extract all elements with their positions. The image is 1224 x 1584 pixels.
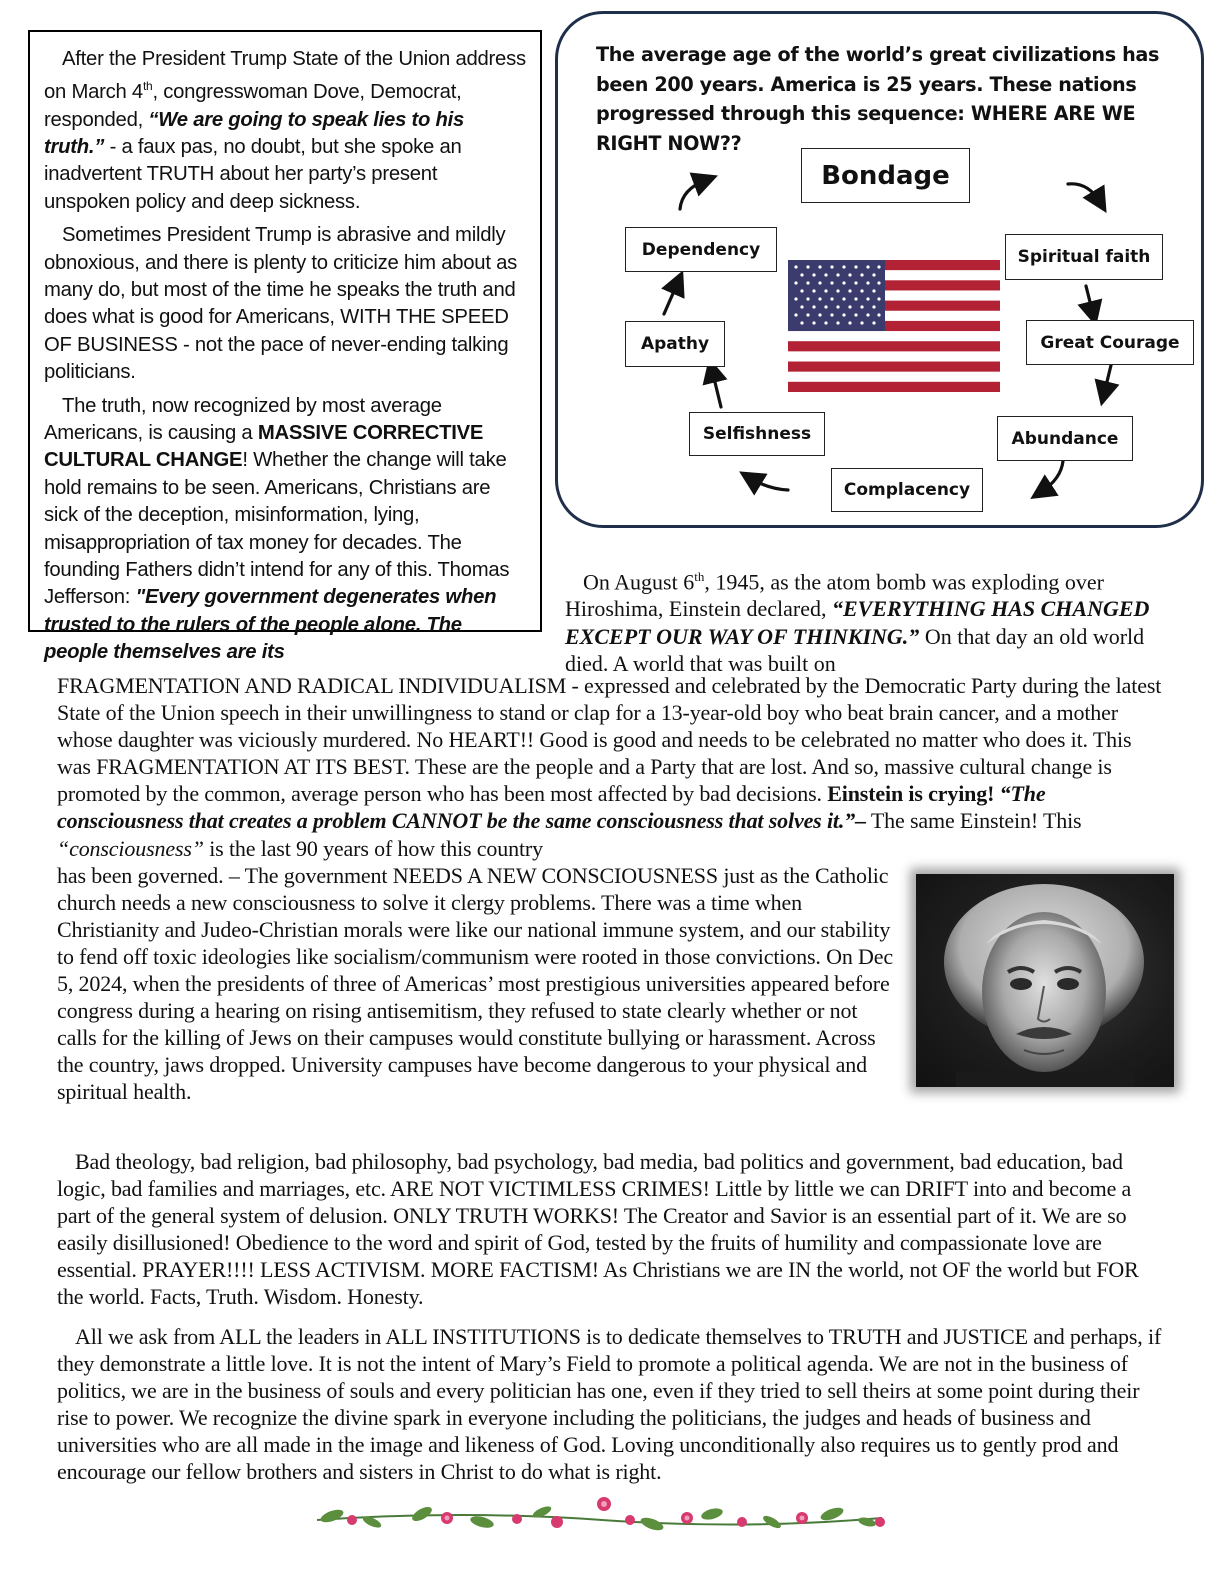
- stage-spiritual-faith: Spiritual faith: [1005, 234, 1163, 280]
- american-flag-image: [788, 260, 1000, 392]
- arrow-bondage-to-faith: [1068, 184, 1100, 202]
- arrow-apathy-to-dependency: [664, 282, 678, 314]
- left-paragraph-3: The truth, now recognized by most average Americans, is causing a MASSIVE CORRECTIVE CULTURAL CHANGE! Whether the change will take hold remains to be seen. Americans, Christians are sick of the deception, misinformation, lying, misappropriation of tax money for decades. The founding Fathers didn’t intend for any of this. Thomas Jefferson: "Every government degenerates when trusted to the rulers of the people alone. The people themselves are its: [44, 394, 510, 664]
- jefferson-quote: "Every government degenerates when trusted to the rulers of the people alone. The people themselves are its: [44, 586, 497, 664]
- superscript: th: [694, 569, 705, 584]
- arrow-dependency-to-bondage: [680, 180, 706, 209]
- stage-selfishness: Selfishness: [689, 412, 825, 456]
- stage-apathy: Apathy: [625, 321, 725, 367]
- left-paragraph-1: After the President Trump State of the Union address on March 4th, congresswoman Dove, Democrat, responded, “We are going to speak lies to his truth.” - a faux pas, no doubt, but she spoke an inadvertent TRUTH about her party’s present unspoken policy and deep sickness.: [44, 48, 526, 213]
- einstein-quote: “EVERYTHING HAS CHANGED EXCEPT OUR WAY OF THINKING.”: [565, 596, 1150, 649]
- floral-divider-image: [312, 1492, 887, 1542]
- einstein-crying-text: Einstein is crying!: [827, 781, 1000, 807]
- stage-dependency: Dependency: [625, 227, 777, 272]
- consciousness-quote: “The consciousness that creates a problem CANNOT be the same consciousness that solves it.”–: [57, 781, 1046, 834]
- flag-canton: [788, 260, 885, 331]
- diagram-heading: The average age of the world’s great civilizations has been 200 years. America is 25 years. These nations progressed through this sequence: WHERE ARE WE RIGHT NOW??: [596, 43, 1160, 155]
- stage-great-courage: Great Courage: [1026, 320, 1194, 365]
- dove-quote: “We are going to speak lies to his truth.”: [44, 108, 465, 158]
- arrow-abundance-to-complacency: [1041, 461, 1063, 492]
- consciousness-word: “consciousness”: [57, 835, 204, 861]
- einstein-portrait-image: [916, 874, 1174, 1087]
- arrow-selfishness-to-apathy: [712, 370, 721, 407]
- arrow-faith-to-courage: [1086, 286, 1093, 314]
- emphasis-text: MASSIVE CORRECTIVE CULTURAL CHANGE: [44, 422, 484, 472]
- stage-bondage: Bondage: [801, 148, 970, 203]
- leaders-paragraph: All we ask from ALL the leaders in ALL INSTITUTIONS is to dedicate themselves to TRUTH and JUSTICE and perhaps, if they demonstrate a little love. It is not the intent of Mary’s Field to promote a political agenda. We are not in the business of politics, we are in the business of souls and every politician has one, even if they tried to sell theirs at some point during their rise to power. We recognize the divine spark in everyone including the politicians, the judges and heads of business and universities who are all made in the image and likeness of God. Loving unconditionally also requires us to gently prod and encourage our fellow brothers and sisters in Christ to do what is right.: [57, 1324, 1162, 1485]
- main-paragraph-full-width: FRAGMENTATION AND RADICAL INDIVIDUALISM - expressed and celebrated by the Democratic Party during the latest State of the Union speech in their unwillingness to stand or clap for a 13-year-old boy who beat brain cancer, and a mother whose daughter was viciously murdered. No HEART!! Good is good and needs to be celebrated no matter who does it. This was FRAGMENTATION AT ITS BEST. These are the people and a Party that are lost. And so, massive cultural change is promoted by the common, average person who has been most affected by bad decisions. Einstein is crying! “The consciousness that creates a problem CANNOT be the same consciousness that solves it.”– The same Einstein! This “consciousness” is the last 90 years of how this country: [57, 673, 1162, 861]
- einstein-intro-paragraph: On August 6th, 1945, as the atom bomb was exploding over Hiroshima, Einstein declared, “EVERYTHING HAS CHANGED EXCEPT OUR WAY OF THINKING.” On that day an old world died. A world that was built on: [565, 569, 1150, 676]
- stage-complacency: Complacency: [831, 468, 983, 512]
- superscript: th: [142, 79, 153, 94]
- arrow-complacency-to-selfishness: [750, 478, 788, 490]
- stage-abundance: Abundance: [997, 416, 1133, 461]
- left-column-box: [28, 30, 542, 664]
- bad-theology-paragraph: Bad theology, bad religion, bad philosophy, bad psychology, bad media, bad politics and government, bad education, bad logic, bad families and marriages, etc. ARE NOT VICTIMLESS CRIMES! Little by little we can DRIFT into and become a part of the general system of delusion. ONLY TRUTH WORKS! The Creator and Savior is an essential part of it. We are so easily disillusioned! Obedience to the word and spirit of God, tested by the fruits of humility and compassionate love are essential. PRAYER!!!! LESS ACTIVISM. MORE FACTISM! As Christians we are IN the world, not OF the world but FOR the world. Facts, Truth. Wisdom. Honesty.: [57, 1149, 1139, 1310]
- main-paragraph-beside-portrait: has been governed. – The government NEEDS A NEW CONSCIOUSNESS just as the Catholic church needs a new consciousness to solve it clergy problems. There was a time when Christianity and Judeo-Christian morals were like our national immune system, and our stability to fend off toxic ideologies like socialism/communism were rooted in those convictions. On Dec 5, 2024, when the presidents of three of Americas’ most prestigious universities appeared before congress during a hearing on rising antisemitism, they refused to state clearly whether or not calls for the killing of Jews on their campuses would constitute bullying or harassment. Across the country, jaws dropped. University campuses have become dangerous to your physical and spiritual health.: [57, 862, 893, 1105]
- left-paragraph-2: Sometimes President Trump is abrasive and mildly obnoxious, and there is plenty to criticize him about as many do, but most of the time he speaks the truth and does what is good for Americans, WITH THE SPEED OF BUSINESS - not the pace of never-ending talking politicians.: [44, 224, 518, 384]
- civilization-cycle-diagram: [555, 11, 1204, 528]
